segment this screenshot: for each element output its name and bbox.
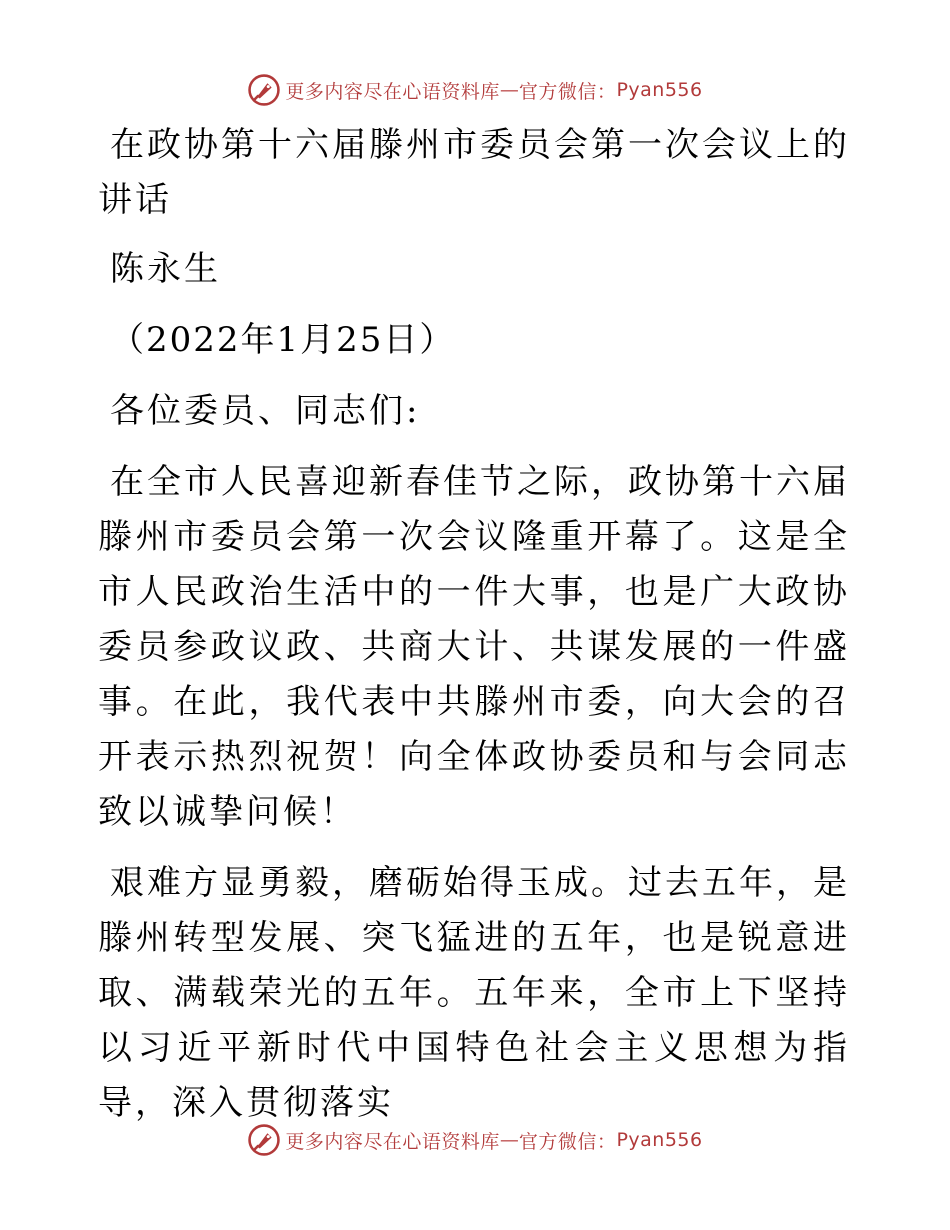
pen-nib-logo-icon bbox=[247, 1123, 281, 1157]
pen-nib-logo-icon bbox=[247, 73, 281, 107]
document-date: （2022年1月25日） bbox=[110, 320, 456, 360]
watermark-wechat-id: Pyan556 bbox=[616, 79, 703, 101]
watermark-separator: — bbox=[499, 79, 519, 101]
watermark-wechat-label: 官方微信： bbox=[518, 80, 617, 103]
watermark-wechat-label: 官方微信： bbox=[518, 1130, 617, 1153]
document-salutation: 各位委员、同志们: bbox=[110, 391, 421, 431]
document-body bbox=[98, 118, 850, 1123]
document-title: 在政协第十六届滕州市委员会第一次会议上的讲话 bbox=[98, 125, 850, 220]
watermark-text: 更多内容尽在心语资料库 bbox=[285, 80, 500, 103]
document-author: 陈永生 bbox=[110, 249, 221, 289]
watermark-text: 更多内容尽在心语资料库 bbox=[285, 1130, 500, 1153]
watermark-header bbox=[0, 70, 950, 110]
body-paragraph: 艰难方显勇毅，磨砺始得玉成。过去五年，是滕州转型发展、突飞猛进的五年，也是锐意进取、满载荣光的五年。五年来，全市上下坚持以习近平新时代中国特色社会主义思想为指导，深入贯彻落实 bbox=[98, 863, 850, 1123]
watermark-separator: — bbox=[499, 1129, 519, 1151]
watermark-footer bbox=[0, 1120, 950, 1160]
body-paragraph: 在全市人民喜迎新春佳节之际，政协第十六届滕州市委员会第一次会议隆重开幕了。这是全市人民政治生活中的一件大事，也是广大政协委员参政议政、共商大计、共谋发展的一件盛事。在此，我代表中共滕州市委，向大会的召开表示热烈祝贺！向全体政协委员和与会同志致以诚挚问候！ bbox=[98, 462, 850, 832]
watermark-wechat-id: Pyan556 bbox=[616, 1129, 703, 1151]
